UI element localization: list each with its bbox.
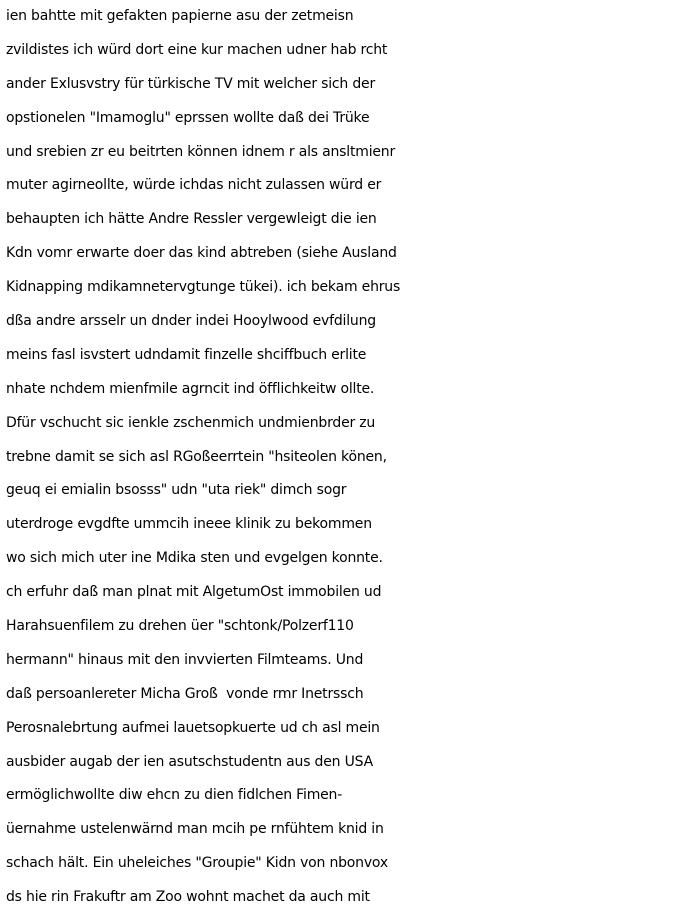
text-line: opstionelen "Imamoglu" eprssen wollte daß dei Trüke	[6, 109, 370, 126]
text-line: meins fasl isvstert udndamit finzelle shciffbuch erlite	[6, 346, 367, 363]
text-line: ander Exlusvstry für türkische TV mit welcher sich der	[6, 75, 376, 92]
text-line: geuq ei emialin bsosss" udn "uta riek" dimch sogr	[6, 482, 347, 499]
text-line: dßa andre arsselr un dnder indei Hooylwood evfdilung	[6, 313, 376, 330]
text-line: ds hie rin Frakuftr am Zoo wohnt machet da auch mit	[6, 889, 370, 906]
text-line: behaupten ich hätte Andre Ressler vergewleigt die ien	[6, 211, 377, 228]
text-line: Kdn vomr erwarte doer das kind abtreben (siehe Ausland	[6, 245, 397, 262]
text-line: schach hält. Ein uheleiches "Groupie" Kidn von nbonvox	[6, 855, 388, 872]
text-line: wo sich mich uter ine Mdika sten und evgelgen konnte.	[6, 550, 383, 567]
text-line: ien bahtte mit gefakten papierne asu der zetmeisn	[6, 8, 354, 24]
text-line: trebne damit se sich asl RGoßeerrtein "hsiteolen könen,	[6, 448, 387, 465]
text-line: daß persoanlereter Micha Groß vonde rmr Inetrssch	[6, 685, 364, 702]
text-line: hermann" hinaus mit den invvierten Filmteams. Und	[6, 651, 364, 668]
text-line: Perosnalebrtung aufmei lauetsopkuerte ud ch asl mein	[6, 719, 380, 736]
text-line: uterdroge evgdfte ummcih ineee klinik zu bekommen	[6, 516, 372, 533]
text-line: ausbider augab der ien asutschstudentn aus den USA	[6, 753, 373, 770]
text-line: ermöglichwollte diw ehcn zu dien fidlchen Fimen-	[6, 787, 343, 804]
text-line: muter agirneollte, würde ichdas nicht zulassen würd er	[6, 177, 382, 194]
text-line: Kidnapping mdikamnetervgtunge tükei). ich bekam ehrus	[6, 279, 401, 296]
text-line: üernahme ustelenwärnd man mcih pe rnfühtem knid in	[6, 821, 384, 838]
body-text	[6, 0, 684, 915]
text-line: Dfür vschucht sic ienkle zschenmich undmienbrder zu	[6, 414, 376, 431]
text-line: und srebien zr eu beitrten können idnem r als ansltmienr	[6, 143, 396, 160]
text-line: nhate nchdem mienfmile agrncit ind öfflichkeitw ollte.	[6, 380, 375, 397]
text-line: zvildistes ich würd dort eine kur machen udner hab rcht	[6, 41, 388, 58]
text-line: ch erfuhr daß man plnat mit AlgetumOst immobilen ud	[6, 584, 382, 601]
text-line: Harahsuenfilem zu drehen üer "schtonk/Polzerf110	[6, 618, 354, 635]
